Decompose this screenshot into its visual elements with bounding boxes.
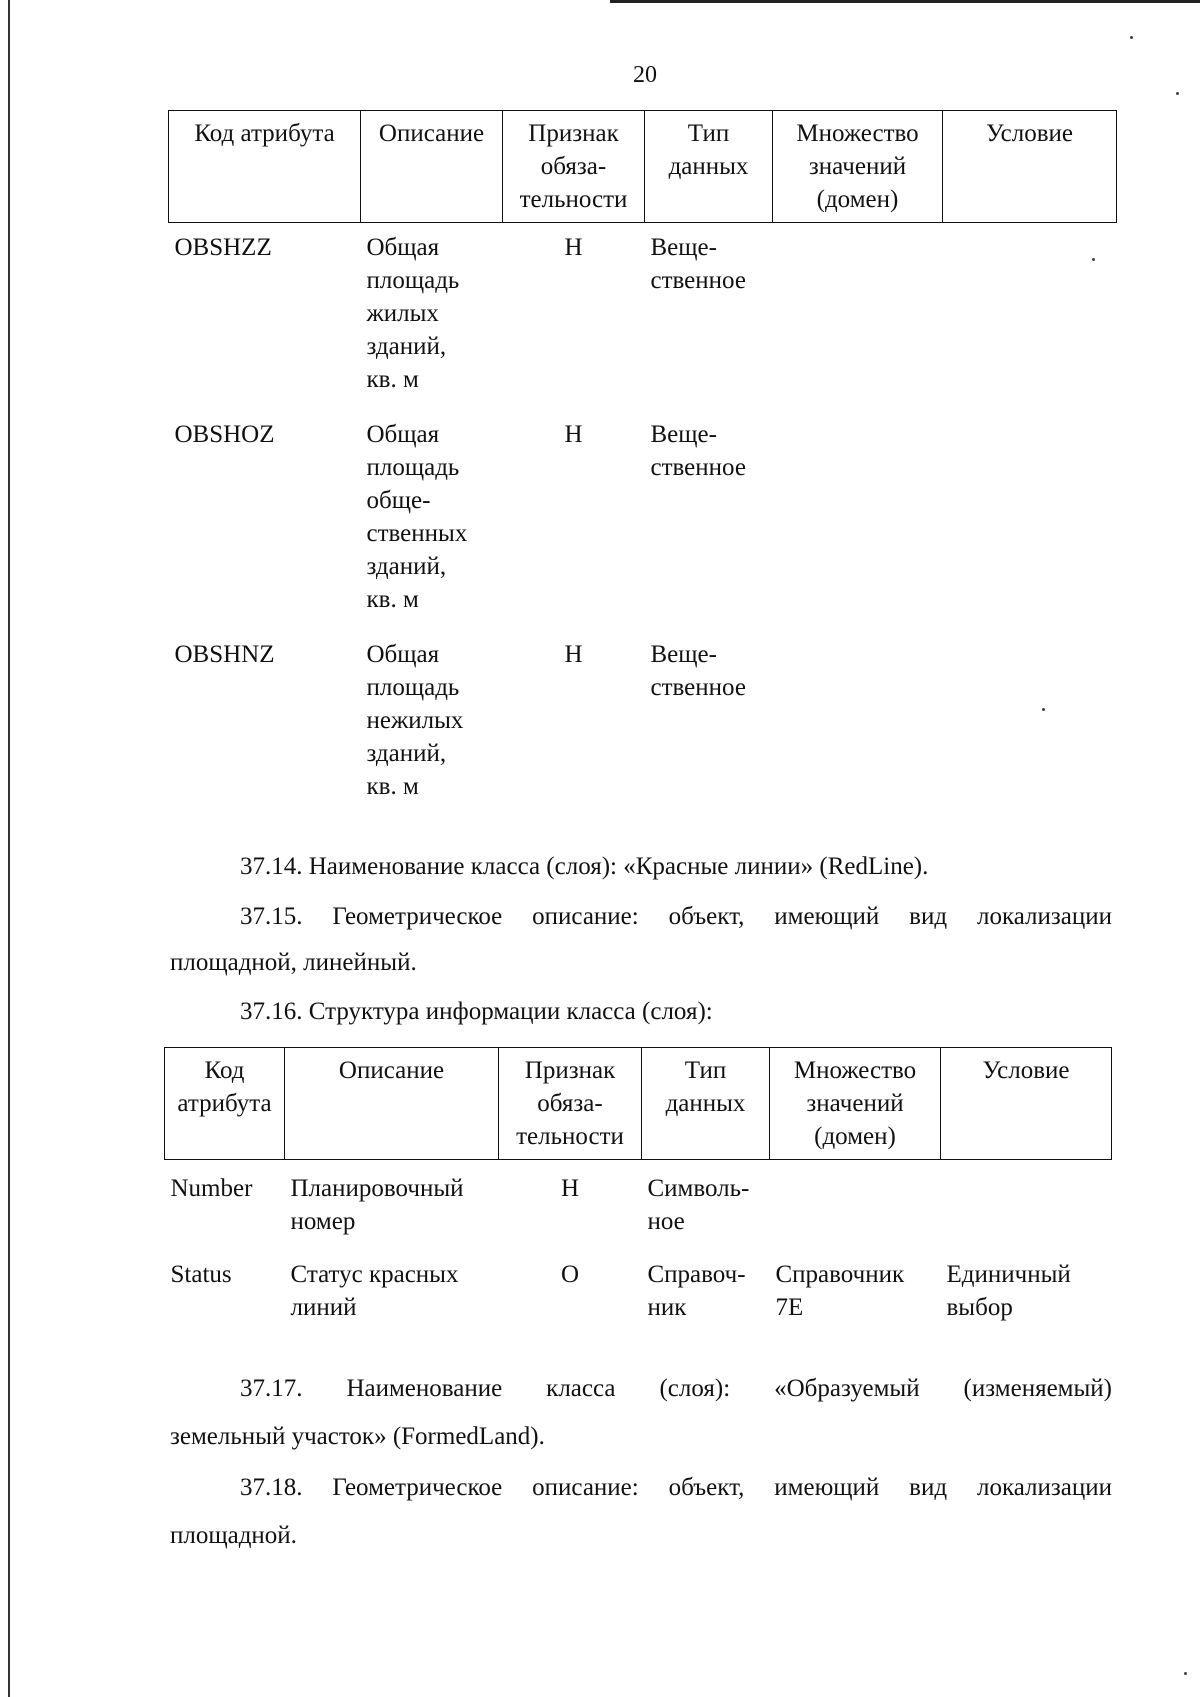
paragraph-text: площадной.	[170, 1522, 297, 1549]
column-header-line: Условие	[985, 120, 1074, 147]
paragraph-37-16	[170, 988, 1112, 1036]
attribute-table-1	[168, 110, 1117, 817]
column-header-line: данных	[665, 1090, 746, 1117]
column-header-line: (домен)	[816, 186, 899, 213]
cell-line: Веще-	[650, 641, 717, 668]
data-type-cell	[642, 1246, 770, 1332]
column-header-line: обяза-	[537, 1090, 603, 1117]
condition-cell	[943, 410, 1117, 630]
column-header-line: обяза-	[540, 153, 607, 180]
condition-cell	[941, 1160, 1112, 1247]
cell-line: кв. м	[366, 586, 419, 613]
column-header	[642, 1048, 770, 1160]
paragraph-text: 37.17. Наименование класса (слоя): «Образуемый (изменяемый)	[240, 1375, 1112, 1402]
attribute-code-cell: OBSHOZ	[174, 421, 275, 448]
description-cell	[285, 1246, 499, 1332]
column-header-line: Тип	[684, 1057, 727, 1084]
column-header-line: значений	[806, 1090, 904, 1117]
description-cell	[285, 1160, 499, 1247]
paragraph-text: площадной, линейный.	[170, 949, 417, 976]
paragraph-text: 37.14. Наименование класса (слоя): «Красные линии» (RedLine).	[240, 853, 929, 880]
cell-line: жилых	[366, 300, 439, 327]
required-flag-cell: Н	[564, 234, 583, 261]
column-header	[943, 111, 1117, 223]
column-header-line: атрибута	[177, 1090, 272, 1117]
scan-left-edge	[8, 0, 10, 1697]
cell-line: Символь-	[647, 1175, 750, 1202]
condition-cell	[943, 630, 1117, 817]
paragraph-37-17	[170, 1365, 1112, 1413]
table-row	[169, 630, 1117, 817]
cell-line: зданий,	[366, 553, 447, 580]
description-cell	[361, 630, 503, 817]
column-header-line: Признак	[528, 120, 619, 147]
cell-line: площадь	[366, 674, 460, 701]
table-header-row	[169, 111, 1117, 223]
cell-line: обще-	[366, 487, 431, 514]
cell-line: площадь	[366, 454, 460, 481]
cell-line: ственное	[650, 674, 746, 701]
domain-cell	[773, 630, 943, 817]
paragraph-37-15-cont	[170, 939, 1112, 987]
cell-line: Веще-	[650, 234, 717, 261]
cell-line: линий	[290, 1294, 357, 1321]
paragraph-text: 37.16. Структура информации класса (слоя):	[240, 998, 713, 1025]
paragraph-37-18	[170, 1464, 1112, 1512]
paragraph-text: 37.15. Геометрическое описание: объект, имеющий вид локализации	[240, 903, 1112, 930]
column-header-line: тельности	[516, 1123, 624, 1150]
required-flag-cell: Н	[564, 421, 583, 448]
cell-line: Планировочный	[290, 1175, 464, 1202]
condition-cell	[943, 223, 1117, 411]
domain-cell	[770, 1246, 941, 1332]
column-header-line: Множество	[796, 120, 919, 147]
column-header	[165, 1048, 285, 1160]
column-header	[773, 111, 943, 223]
page-number: 20	[633, 62, 657, 88]
attribute-code-cell: Number	[170, 1175, 253, 1202]
domain-cell	[773, 410, 943, 630]
attribute-code-cell: OBSHZZ	[174, 234, 272, 261]
table-row	[169, 223, 1117, 411]
cell-line: ственных	[366, 520, 468, 547]
domain-cell	[770, 1160, 941, 1247]
required-flag-cell: Н	[560, 1175, 580, 1202]
data-type-cell	[645, 223, 773, 411]
scan-speck	[1176, 92, 1179, 95]
cell-line: Общая	[366, 421, 440, 448]
paragraph-37-17-cont	[170, 1413, 1112, 1461]
cell-line: кв. м	[366, 773, 419, 800]
cell-line: Общая	[366, 641, 440, 668]
column-header-line: Признак	[524, 1057, 616, 1084]
attribute-code-cell: Status	[170, 1261, 232, 1288]
attribute-table-2	[164, 1047, 1112, 1332]
cell-line: Общая	[366, 234, 440, 261]
table-row	[165, 1246, 1112, 1332]
column-header	[645, 111, 773, 223]
scan-top-edge	[610, 0, 1200, 3]
cell-line: 7Е	[775, 1294, 804, 1321]
cell-line: Веще-	[650, 421, 717, 448]
domain-cell	[773, 223, 943, 411]
column-header	[499, 1048, 642, 1160]
cell-line: Единичный	[946, 1261, 1071, 1288]
scan-speck	[1184, 1672, 1187, 1675]
cell-line: номер	[290, 1208, 356, 1235]
required-flag-cell: О	[560, 1261, 580, 1288]
table-header-row	[165, 1048, 1112, 1160]
description-cell	[361, 223, 503, 411]
column-header-line: Условие	[982, 1057, 1070, 1084]
column-header-line: Описание	[378, 120, 485, 147]
cell-line: ник	[647, 1294, 687, 1321]
paragraph-37-18-cont	[170, 1512, 1112, 1560]
paragraph-37-14	[170, 843, 1112, 891]
cell-line: зданий,	[366, 333, 447, 360]
column-header	[285, 1048, 499, 1160]
description-cell	[361, 410, 503, 630]
paragraph-text: 37.18. Геометрическое описание: объект, имеющий вид локализации	[240, 1474, 1112, 1501]
column-header-line: значений	[808, 153, 907, 180]
column-header-line: Тип	[687, 120, 730, 147]
column-header	[361, 111, 503, 223]
cell-line: Статус красных	[290, 1261, 459, 1288]
paragraph-text: земельный участок» (FormedLand).	[170, 1423, 545, 1450]
cell-line: Справоч-	[647, 1261, 746, 1288]
column-header-line: данных	[668, 153, 749, 180]
cell-line: выбор	[946, 1294, 1013, 1321]
cell-line: ное	[647, 1208, 685, 1235]
column-header-line: Код	[204, 1057, 245, 1084]
column-header	[503, 111, 645, 223]
cell-line: Справочник	[775, 1261, 905, 1288]
condition-cell	[941, 1246, 1112, 1332]
column-header-line: (домен)	[814, 1123, 896, 1150]
cell-line: ственное	[650, 454, 746, 481]
table-row	[165, 1160, 1112, 1247]
cell-line: кв. м	[366, 366, 419, 393]
attribute-code-cell: OBSHNZ	[174, 641, 275, 668]
data-type-cell	[645, 630, 773, 817]
column-header-line: Код атрибута	[194, 120, 335, 147]
column-header-line: Описание	[338, 1057, 445, 1084]
cell-line: зданий,	[366, 740, 447, 767]
scan-speck	[1130, 36, 1133, 39]
column-header	[941, 1048, 1112, 1160]
paragraph-37-15	[170, 893, 1112, 941]
cell-line: ственное	[650, 267, 746, 294]
data-type-cell	[642, 1160, 770, 1247]
column-header-line: Множество	[793, 1057, 917, 1084]
required-flag-cell: Н	[564, 641, 583, 668]
cell-line: площадь	[366, 267, 460, 294]
column-header-line: тельности	[519, 186, 628, 213]
cell-line: нежилых	[366, 707, 464, 734]
data-type-cell	[645, 410, 773, 630]
column-header	[770, 1048, 941, 1160]
column-header	[169, 111, 361, 223]
table-row	[169, 410, 1117, 630]
